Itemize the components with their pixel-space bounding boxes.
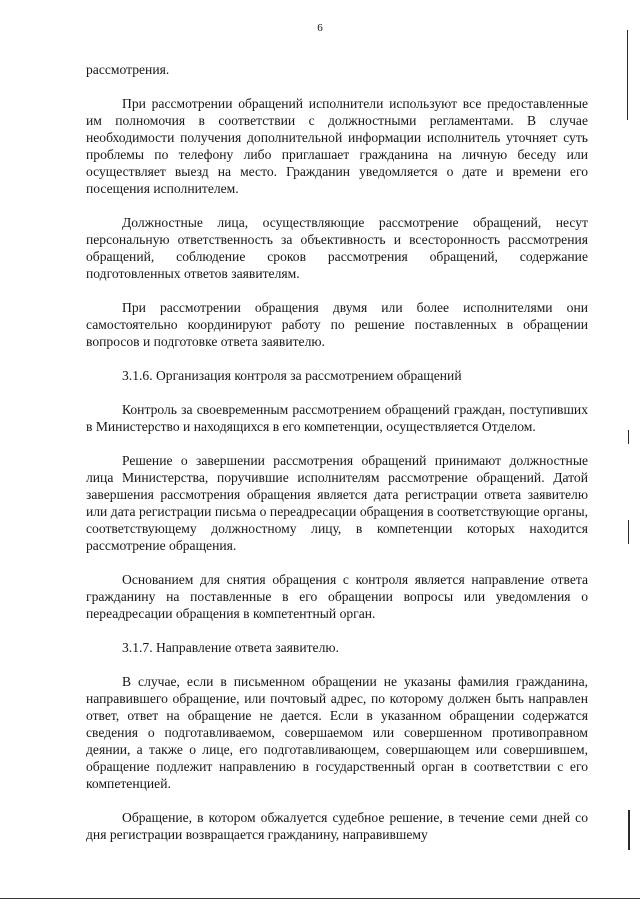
paragraph-completion-decision: Решение о завершении рассмотрения обращений принимают должностные лица Министерства, поручившие исполнителям рассмотрение обращений. Датой завершения рассмотрения обращения является дата регистрации ответа заявителю или дата регистрации письма о переадресации обращения в соответствующие органы, соответствующему должностному лицу, в компетенции которых находится рассмотрение обращения. <box>86 453 588 553</box>
paragraph-gap <box>86 282 588 299</box>
paragraph-gap <box>86 384 588 401</box>
paragraph-gap <box>86 78 588 95</box>
paragraph-anonymous-appeal: В случае, если в письменном обращении не указаны фамилия гражданина, направившего обращение, или почтовый адрес, по которому должен быть направлен ответ, ответ на обращение не дается. Если в указанном обращении содержатся сведения о подготавливаемом, совершаемом или совершенном противоправном деянии, а также о лице, его подготавливающем, совершающем или совершившем, обращение подлежит направлению в государственный орган в соответствии с его компетенцией. <box>86 674 588 791</box>
document-body <box>86 61 588 843</box>
scan-edge-mark <box>627 30 628 120</box>
scan-edge-mark <box>628 810 630 850</box>
page-number: 6 <box>317 22 323 34</box>
paragraph-gap <box>86 435 588 452</box>
paragraph-removal-from-control: Основанием для снятия обращения с контроля является направление ответа гражданину на поставленные в его обращении вопросы или уведомления о переадресации обращения в компетентный орган. <box>86 572 588 621</box>
scan-bottom-rule <box>0 898 640 899</box>
paragraph-gap <box>86 197 588 214</box>
paragraph-continuation: рассмотрения. <box>86 62 170 77</box>
paragraph-officials-responsibility: Должностные лица, осуществляющие рассмотрение обращений, несут персональную ответственность за объективность и всесторонность рассмотрения обращений, соблюдение сроков рассмотрения обращений, содержание подготовленных ответов заявителям. <box>86 215 588 281</box>
paragraph-gap <box>86 350 588 367</box>
paragraph-gap <box>86 792 588 809</box>
paragraph-gap <box>86 622 588 639</box>
paragraph-gap <box>86 656 588 673</box>
scan-edge-mark <box>628 430 629 444</box>
paragraph-multiple-executors: При рассмотрении обращения двумя или более исполнителями они самостоятельно координируют работу по решение поставленных в обращении вопросов и подготовке ответа заявителю. <box>86 300 588 349</box>
scan-edge-mark <box>628 520 629 544</box>
paragraph-court-decision-appeal: Обращение, в котором обжалуется судебное решение, в течение семи дней со дня регистрации возвращается гражданину, направившему <box>86 810 588 842</box>
section-heading-3-1-7: 3.1.7. Направление ответа заявителю. <box>122 640 339 655</box>
paragraph-control: Контроль за своевременным рассмотрением обращений граждан, поступивших в Министерство и находящихся в его компетенции, осуществляется Отделом. <box>86 402 588 434</box>
paragraph-gap <box>86 554 588 571</box>
paragraph-executors-powers: При рассмотрении обращений исполнители используют все предоставленные им полномочия в соответствии с должностными регламентами. В случае необходимости получения дополнительной информации исполнитель уточняет суть проблемы по телефону либо приглашает гражданина на личную беседу или осуществляет выезд на место. Гражданин уведомляется о дате и времени его посещения исполнителем. <box>86 96 588 196</box>
section-heading-3-1-6: 3.1.6. Организация контроля за рассмотрением обращений <box>122 368 462 383</box>
